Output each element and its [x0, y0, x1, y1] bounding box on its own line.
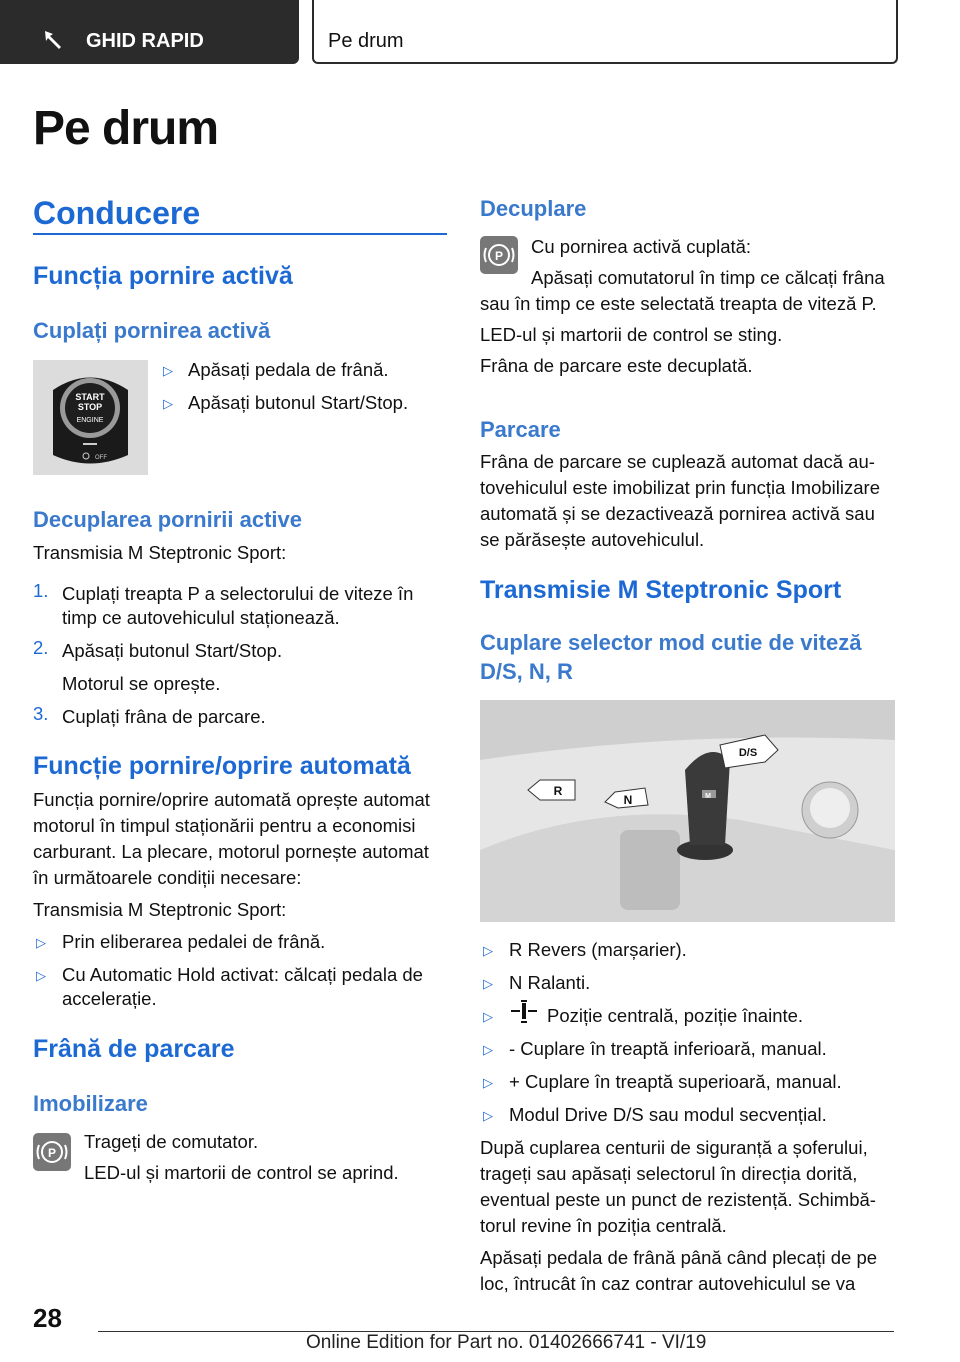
sel-item-r: R Revers (marșarier).	[509, 939, 687, 960]
engine-label: ENGINE	[76, 417, 104, 424]
arrow-n-label: N	[623, 793, 633, 807]
auto-text-line: în următoarele condiții necesare:	[33, 867, 302, 888]
cuplati-item-2: Apăsați butonul Start/Stop.	[188, 392, 409, 413]
parking-brake-switch-icon	[33, 1133, 71, 1171]
step-1-line-2: timp ce autovehiculul staționează.	[62, 607, 340, 628]
decuplarea-intro: Transmisia M Steptronic Sport:	[33, 542, 287, 563]
parcare-line: tovehiculul este imobilizat prin funcția Imobilizare	[480, 477, 880, 498]
heading-decuplare: Decuplare	[480, 196, 587, 221]
off-label: OFF	[95, 455, 107, 461]
led-off-text: LED-ul și martorii de control se sting.	[480, 324, 783, 345]
sel-item-n: N Ralanti.	[509, 972, 591, 993]
heading-imobilizare: Imobilizare	[33, 1091, 148, 1116]
after-text-line: trageți sau apăsați selectorul în direcția dorită,	[480, 1163, 858, 1184]
stop-label: STOP	[77, 402, 103, 412]
auto-item-2-line-1: Cu Automatic Hold activat: călcați pedala de	[62, 964, 423, 985]
m-badge: M	[705, 793, 711, 800]
step-number: 1.	[33, 580, 49, 601]
heading-decuplarea: Decuplarea pornirii active	[33, 507, 302, 532]
svg-text:P: P	[494, 249, 504, 263]
parking-brake-switch-icon	[480, 236, 518, 274]
sel-item-minus: - Cuplare în treaptă inferioară, manual.	[509, 1038, 827, 1059]
parcare-line: Frâna de parcare se cuplează automat dacă au-	[480, 451, 875, 472]
auto-text-line: Funcția pornire/oprire automată oprește automat	[33, 789, 430, 810]
auto-item-1: Prin eliberarea pedalei de frână.	[62, 931, 326, 952]
sel-item-center: Poziție centrală, poziție înainte.	[547, 1005, 804, 1026]
step-2-line: Apăsați butonul Start/Stop.	[62, 640, 283, 661]
top-tab-bar	[0, 0, 960, 66]
svg-text:P: P	[47, 1146, 57, 1160]
imob-line-1: Trageți de comutator.	[84, 1131, 259, 1152]
after-text-line: eventual peste un punct de rezistență. Schimbă-	[480, 1189, 876, 1210]
bullet-icon: ▷	[483, 943, 493, 958]
heading-conducere: Conducere	[33, 195, 201, 231]
auto-item-2-line-2: accelerație.	[62, 988, 157, 1009]
sel-item-plus: + Cuplare în treaptă superioară, manual.	[509, 1071, 842, 1092]
imob-line-2: LED-ul și martorii de control se aprind.	[84, 1162, 399, 1183]
bullet-icon: ▷	[163, 363, 173, 378]
sel-item-ds: Modul Drive D/S sau modul secvențial.	[509, 1104, 827, 1125]
decuplare-line-3: sau în timp ce este selectată treapta de viteză P.	[480, 293, 877, 314]
heading-cuplare-selector-1: Cuplare selector mod cutie de viteză	[480, 630, 862, 655]
arrow-r-label: R	[553, 784, 563, 798]
bullet-icon: ▷	[163, 396, 173, 411]
page-number: 28	[33, 1303, 62, 1333]
page-title: Pe drum	[33, 102, 219, 155]
heading-parcare: Parcare	[480, 417, 561, 442]
bullet-icon: ▷	[483, 1042, 493, 1057]
bullet-icon: ▷	[36, 968, 46, 983]
final-text-line: Apăsați pedala de frână până când plecați de pe	[480, 1247, 878, 1268]
heading-pornire-oprire-automata: Funcție pornire/oprire automată	[33, 752, 411, 780]
parcare-line: automată și se dezactivează pornirea activă sau	[480, 503, 875, 524]
start-label: START	[75, 392, 105, 402]
after-text-line: torul revine în poziția centrală.	[480, 1215, 727, 1236]
section-rule	[33, 233, 447, 235]
final-text-line: loc, întrucât în caz contrar autovehiculul se va	[480, 1273, 856, 1294]
bullet-icon: ▷	[483, 1108, 493, 1123]
step-1-line-1: Cuplați treapta P a selectorului de viteze în	[62, 583, 414, 604]
parcare-line: se părăsește autovehiculul.	[480, 529, 705, 550]
heading-cuplare-selector-2: D/S, N, R	[480, 659, 573, 684]
arrow-ds-label: D/S	[738, 747, 758, 759]
section-tab-label: Pe drum	[328, 30, 404, 52]
start-stop-button-image	[33, 360, 148, 475]
quick-guide-tab[interactable]	[0, 0, 299, 64]
bullet-icon: ▷	[483, 976, 493, 991]
step-2-result: Motorul se oprește.	[62, 673, 221, 694]
auto-text-line: carburant. La plecare, motorul pornește automat	[33, 841, 429, 862]
footer-edition: Online Edition for Part no. 01402666741 - VI/19	[306, 1332, 707, 1353]
gear-selector-illustration	[480, 700, 895, 922]
step-number: 2.	[33, 637, 49, 658]
heading-cuplati-pornirea: Cuplați pornirea activă	[33, 318, 271, 343]
section-tab[interactable]	[312, 0, 898, 64]
heading-functia-pornire: Funcția pornire activă	[33, 262, 293, 290]
after-text-line: După cuplarea centurii de siguranță a șoferului,	[480, 1137, 868, 1158]
quick-guide-tab-label: GHID RAPID	[86, 30, 204, 52]
step-number: 3.	[33, 703, 49, 724]
cuplati-item-1: Apăsați pedala de frână.	[188, 359, 389, 380]
bullet-icon: ▷	[483, 1075, 493, 1090]
auto-intro: Transmisia M Steptronic Sport:	[33, 899, 287, 920]
auto-text-line: motorul în timpul staționării pentru a economisi	[33, 815, 416, 836]
bullet-icon: ▷	[483, 1009, 493, 1024]
decuplare-line-2: Apăsați comutatorul în timp ce călcați frâna	[531, 267, 885, 288]
step-3-line: Cuplați frâna de parcare.	[62, 706, 266, 727]
bullet-icon: ▷	[36, 935, 46, 950]
quick-guide-icon	[42, 28, 66, 52]
decuplare-line-1: Cu pornirea activă cuplată:	[531, 236, 752, 257]
selector-position-icon	[509, 999, 539, 1025]
heading-frana-de-parcare: Frână de parcare	[33, 1035, 235, 1063]
frana-decuplata-text: Frâna de parcare este decuplată.	[480, 355, 753, 376]
heading-transmisie: Transmisie M Steptronic Sport	[480, 576, 842, 604]
